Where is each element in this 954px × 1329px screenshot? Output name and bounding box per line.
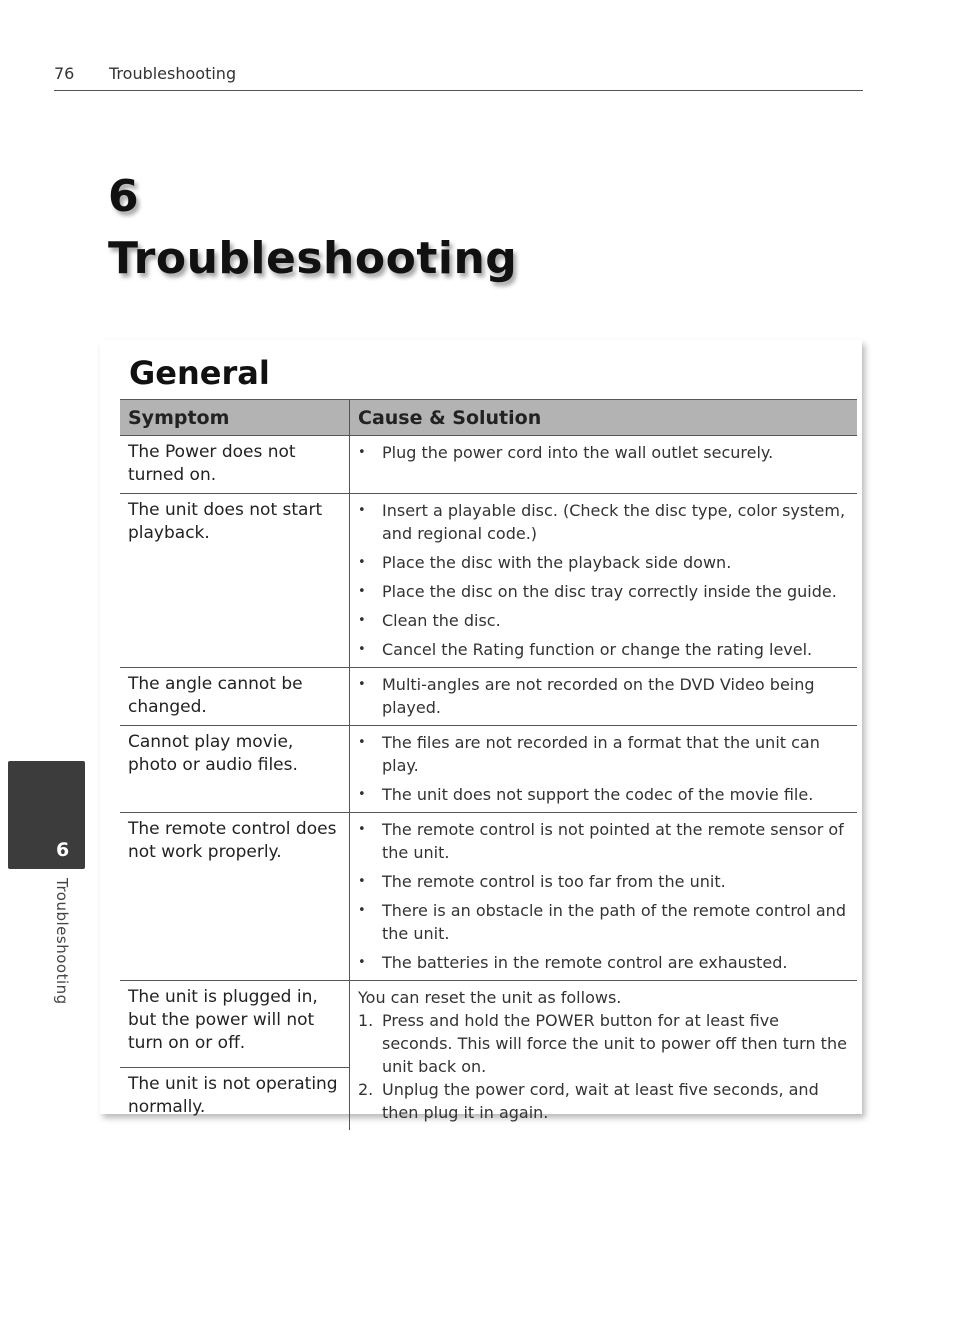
solution-item: • Place the disc with the playback side down. <box>358 551 849 574</box>
table-row <box>120 726 857 813</box>
symptom-cell: The remote control does not work properly. <box>120 813 350 981</box>
solution-item: • Plug the power cord into the wall outlet securely. <box>358 441 849 464</box>
column-header-cause-solution: Cause & Solution <box>350 400 858 436</box>
table-row <box>120 436 857 494</box>
symptom-cell: The Power does not turned on. <box>120 436 350 494</box>
table-header-row <box>120 400 857 436</box>
solution-cell <box>350 436 858 494</box>
troubleshooting-table <box>120 399 857 1130</box>
symptom-cell: The unit does not start playback. <box>120 494 350 668</box>
solution-item: • The remote control is not pointed at the remote sensor of the unit. <box>358 818 849 864</box>
solution-item: • Place the disc on the disc tray correctly inside the guide. <box>358 580 849 603</box>
chapter-heading <box>108 168 517 292</box>
solution-item: • The files are not recorded in a format that the unit can play. <box>358 731 849 777</box>
step-number: 1. <box>358 1011 374 1030</box>
chapter-number: 6 <box>108 171 140 222</box>
solution-item: • Clean the disc. <box>358 609 849 632</box>
symptom-cell: The angle cannot be changed. <box>120 668 350 726</box>
general-panel <box>100 340 862 1122</box>
solution-item: • The unit does not support the codec of the movie file. <box>358 783 849 806</box>
solution-cell <box>350 494 858 668</box>
reset-intro: You can reset the unit as follows. <box>358 988 622 1007</box>
section-title: General <box>129 354 270 392</box>
step-text: Press and hold the POWER button for at least five seconds. This will force the unit to power off then turn the unit back on. <box>382 1011 847 1076</box>
reset-step <box>358 1009 849 1078</box>
solution-item: • Multi-angles are not recorded on the DVD Video being played. <box>358 673 849 719</box>
step-number: 2. <box>358 1080 374 1099</box>
chapter-side-tab <box>8 761 85 869</box>
solution-item: • Insert a playable disc. (Check the disc type, color system, and regional code.) <box>358 499 849 545</box>
symptom-cell: The unit is not operating normally. <box>120 1068 350 1130</box>
solution-cell <box>350 668 858 726</box>
solution-cell <box>350 726 858 813</box>
table-row <box>120 494 857 668</box>
solution-item: • There is an obstacle in the path of the remote control and the unit. <box>358 899 849 945</box>
solution-item: • Cancel the Rating function or change the rating level. <box>358 638 849 661</box>
page-header <box>54 62 863 91</box>
chapter-title: Troubleshooting <box>108 233 518 284</box>
reset-step <box>358 1078 849 1124</box>
solution-item: • The batteries in the remote control are exhausted. <box>358 951 849 974</box>
column-header-symptom: Symptom <box>120 400 350 436</box>
symptom-cell: The unit is plugged in, but the power will not turn on or off. <box>120 981 350 1068</box>
symptom-cell: Cannot play movie, photo or audio files. <box>120 726 350 813</box>
step-text: Unplug the power cord, wait at least five seconds, and then plug it in again. <box>382 1080 819 1122</box>
solution-cell <box>350 813 858 981</box>
reset-solution-cell <box>350 981 858 1131</box>
table-row <box>120 981 857 1068</box>
table-row <box>120 813 857 981</box>
tab-chapter-number: 6 <box>56 839 70 861</box>
running-title: Troubleshooting <box>109 64 237 83</box>
page-number: 76 <box>54 64 75 83</box>
solution-item: • The remote control is too far from the unit. <box>358 870 849 893</box>
side-tab-label: Troubleshooting <box>53 878 71 1005</box>
table-row <box>120 668 857 726</box>
